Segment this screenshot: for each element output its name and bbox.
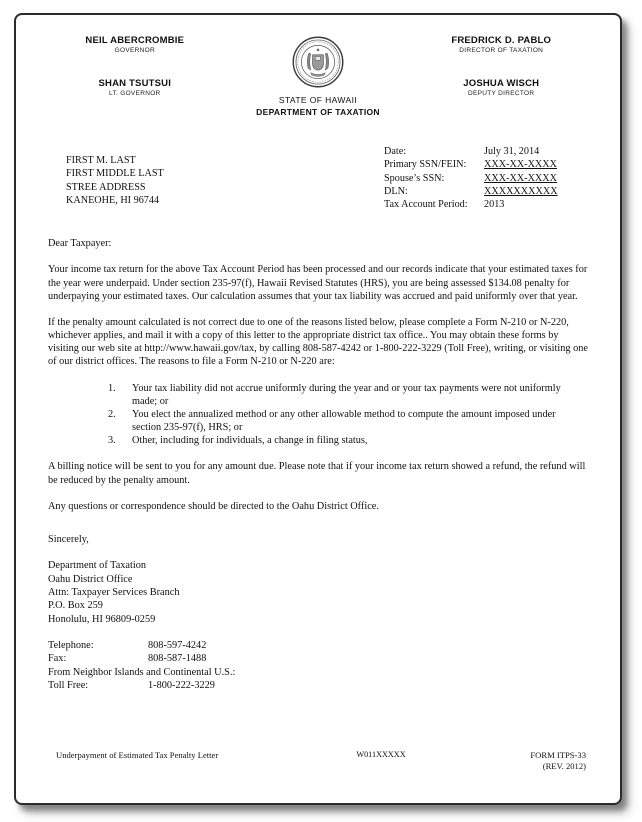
- signature-line: Attn: Taxpayer Services Branch: [48, 586, 180, 598]
- recipient-address: [66, 154, 164, 211]
- meta-row-tax-period: [384, 198, 584, 211]
- contact-value: 808-597-4242: [148, 640, 207, 652]
- signature-line: Honolulu, HI 96809-0259: [48, 613, 156, 625]
- official-title: DEPUTY DIRECTOR: [468, 90, 535, 97]
- official-title: GOVERNOR: [114, 47, 155, 54]
- meta-label: Primary SSN/FEIN:: [384, 159, 467, 171]
- contact-row-fax: [48, 652, 588, 665]
- meta-value: XXXXXXXXXX: [484, 185, 558, 197]
- official-deputy-director: [414, 78, 588, 97]
- paragraph-dispute-instructions: If the penalty amount calculated is not correct due to one of the reasons listed below, please complete a Form N-210 or N-220, whichever applies, and mail it with a copy of this letter to the appropriate district tax office.. You may obtain these forms by visiting our web site at http://www.hawaii.gov/tax, by calling 808-587-4242 or 1-800-222-3229 (Toll Free), writing, or visiting one of our district offices. The reasons to file a Form N-210 or N-220 are:: [48, 316, 588, 368]
- meta-row-primary-ssn: [384, 158, 584, 171]
- meta-label: Spouse’s SSN:: [384, 172, 445, 184]
- list-item: [48, 382, 588, 408]
- meta-row-date: [384, 145, 584, 158]
- official-director: [414, 35, 588, 54]
- contact-label: Toll Free:: [48, 680, 89, 692]
- list-item-number: 3.: [108, 435, 116, 447]
- list-item-number: 2.: [108, 408, 116, 420]
- official-name: NEIL ABERCROMBIE: [85, 35, 185, 46]
- hawaii-state-seal-icon: [291, 35, 345, 89]
- footer-form-line: FORM ITPS-33: [530, 749, 586, 760]
- official-name: SHAN TSUTSUI: [98, 78, 172, 89]
- official-lt-governor: [48, 78, 222, 97]
- list-item-text: You elect the annualized method or any other allowable method to compute the amount imposed under section 235-97(f), HRS; or: [132, 408, 556, 434]
- recipient-line: STREE ADDRESS: [66, 181, 146, 193]
- official-title: LT. GOVERNOR: [109, 90, 161, 97]
- letterhead-center: [222, 35, 415, 117]
- letterhead-left-officials: [48, 35, 222, 121]
- state-name: STATE OF HAWAII: [278, 95, 358, 105]
- department-name: DEPARTMENT OF TAXATION: [256, 107, 380, 117]
- footer-rev-line: (REV. 2012): [542, 761, 586, 772]
- paragraph-penalty-assessed: Your income tax return for the above Tax Account Period has been processed and our records indicate that your estimated taxes for the year were underpaid. Under section 235-97(f), Hawaii Revised Statutes (HRS), you are being assessed $134.08 penalty for underpaying your estimated taxes. Our calculation assumes that your tax liability was accrued and paid uniformly over that year.: [48, 264, 588, 302]
- paragraph-questions: Any questions or correspondence should be directed to the Oahu District Office.: [48, 500, 379, 512]
- contact-value: 808-587-1488: [148, 653, 207, 665]
- contact-block: [48, 639, 588, 693]
- footer-letter-title: Underpayment of Estimated Tax Penalty Letter: [56, 749, 219, 760]
- contact-row-telephone: [48, 639, 588, 652]
- letterhead-right-officials: [414, 35, 588, 121]
- list-item: [48, 434, 588, 447]
- letter-meta-block: [384, 145, 584, 211]
- address-section: [48, 145, 588, 211]
- letterhead: [48, 35, 588, 121]
- signature-address: [48, 559, 588, 626]
- meta-label: Tax Account Period:: [384, 199, 468, 210]
- official-name: FREDRICK D. PABLO: [451, 35, 552, 46]
- signature-line: Oahu District Office: [48, 573, 133, 585]
- contact-label: Fax:: [48, 653, 67, 665]
- meta-label: Date:: [384, 146, 407, 157]
- contact-label: From Neighbor Islands and Continental U.S.:: [48, 666, 236, 678]
- recipient-line: KANEOHE, HI 96744: [66, 194, 160, 206]
- letter-body: [48, 237, 588, 692]
- meta-value: XXX-XX-XXXX: [484, 159, 557, 171]
- list-item-text: Your tax liability did not accrue uniformly during the year and or your tax payments were not uniformly made; or: [132, 382, 561, 407]
- contact-row-toll-free: [48, 679, 588, 692]
- footer-form-number: [466, 750, 586, 773]
- recipient-line: FIRST MIDDLE LAST: [66, 168, 164, 180]
- official-title: DIRECTOR OF TAXATION: [459, 47, 544, 54]
- meta-value: July 31, 2014: [484, 146, 540, 157]
- paragraph-billing-notice: A billing notice will be sent to you for any amount due. Please note that if your income tax return showed a refund, the refund will be reduced by the penalty amount.: [48, 461, 586, 486]
- contact-value: 1-800-222-3229: [148, 680, 215, 692]
- meta-value: 2013: [484, 199, 505, 210]
- official-governor: [48, 35, 222, 54]
- contact-label: Telephone:: [48, 640, 94, 652]
- meta-value: XXX-XX-XXXX: [484, 172, 557, 184]
- meta-label: DLN:: [384, 185, 408, 197]
- meta-row-spouse-ssn: [384, 172, 584, 185]
- closing-sincerely: Sincerely,: [48, 534, 89, 545]
- reasons-list: [48, 382, 588, 448]
- letter-page: [14, 13, 622, 805]
- footer-document-code: W011XXXXX: [356, 749, 406, 759]
- list-item: [48, 408, 588, 434]
- recipient-line: FIRST M. LAST: [66, 155, 136, 166]
- salutation: Dear Taxpayer:: [48, 238, 112, 250]
- official-name: JOSHUA WISCH: [463, 78, 540, 89]
- signature-line: P.O. Box 259: [48, 600, 103, 612]
- list-item-number: 1.: [108, 382, 116, 394]
- contact-row-neighbor-islands: [48, 666, 588, 679]
- signature-line: Department of Taxation: [48, 560, 147, 572]
- page-footer: [56, 750, 586, 773]
- list-item-text: Other, including for individuals, a change in filing status,: [132, 435, 368, 447]
- meta-row-dln: [384, 185, 584, 198]
